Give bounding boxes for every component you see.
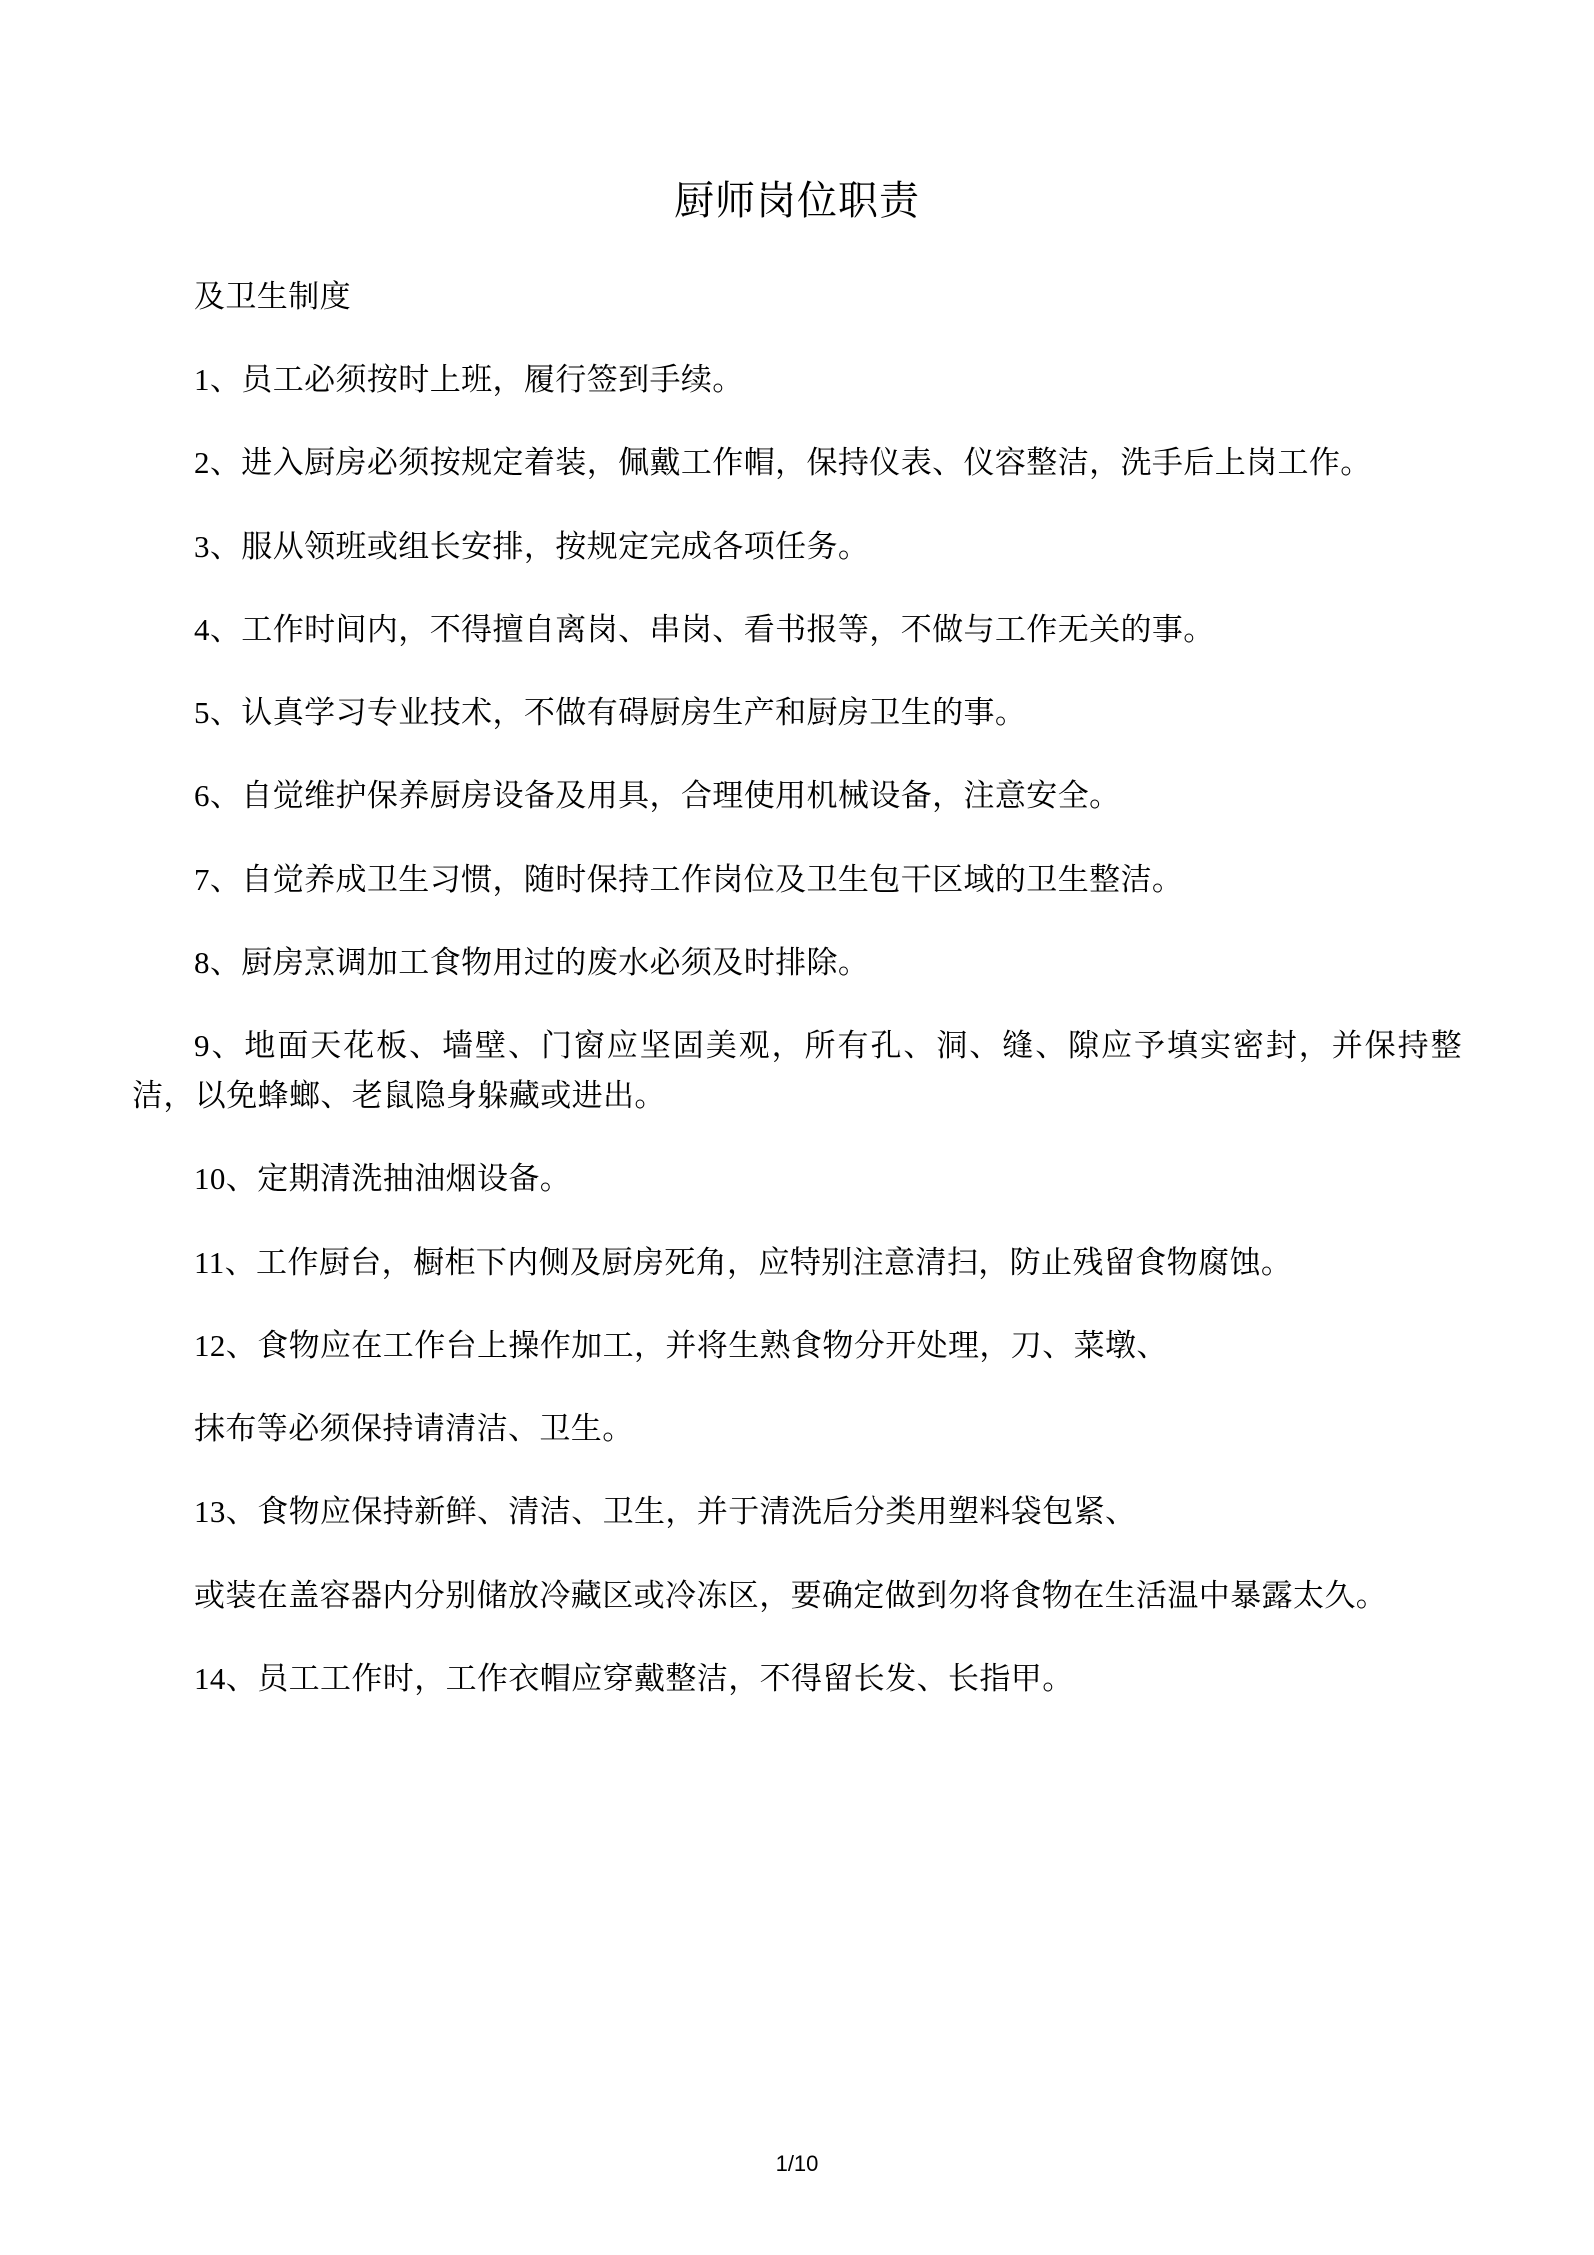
document-subtitle: 及卫生制度 <box>194 279 351 314</box>
paragraph-7: 7、自觉养成卫生习惯，随时保持工作岗位及卫生包干区域的卫生整洁。 <box>194 861 1184 897</box>
paragraph-4: 4、工作时间内，不得擅自离岗、串岗、看书报等，不做与工作无关的事。 <box>194 611 1215 647</box>
paragraph-8: 8、厨房烹调加工食物用过的废水必须及时排除。 <box>194 944 870 980</box>
paragraph-12: 12、食物应在工作台上操作加工，并将生熟食物分开处理，刀、菜墩、 <box>194 1327 1168 1363</box>
paragraph-3: 3、服从领班或组长安排，按规定完成各项任务。 <box>194 528 870 564</box>
paragraph-9: 9、地面天花板、墙壁、门窗应坚固美观，所有孔、洞、缝、隙应予填实密封，并保持整洁，以免蜂螂、老鼠隐身躲藏或进出。 <box>132 1027 1462 1114</box>
paragraph-13: 13、食物应保持新鲜、清洁、卫生，并于清洗后分类用塑料袋包紧、 <box>194 1494 1137 1530</box>
paragraph-6: 6、自觉维护保养厨房设备及用具，合理使用机械设备，注意安全。 <box>194 778 1121 814</box>
paragraph-2: 2、进入厨房必须按规定着装，佩戴工作帽，保持仪表、仪容整洁，洗手后上岗工作。 <box>194 445 1372 481</box>
paragraph-12-continued: 抹布等必须保持请清洁、卫生。 <box>194 1411 634 1447</box>
paragraph-13-continued: 或装在盖容器内分别储放冷藏区或冷冻区，要确定做到勿将食物在生活温中暴露太久。 <box>194 1577 1388 1613</box>
paragraph-5: 5、认真学习专业技术，不做有碍厨房生产和厨房卫生的事。 <box>194 695 1027 731</box>
page-title: 厨师岗位职责 <box>674 178 920 223</box>
paragraph-11: 11、工作厨台，橱柜下内侧及厨房死角，应特别注意清扫，防止残留食物腐蚀。 <box>194 1244 1293 1280</box>
page-number: 1/10 <box>775 2151 819 2176</box>
paragraph-14: 14、员工工作时，工作衣帽应穿戴整洁，不得留长发、长指甲。 <box>194 1660 1074 1696</box>
paragraph-1: 1、员工必须按时上班，履行签到手续。 <box>194 362 744 398</box>
paragraph-10: 10、定期清洗抽油烟设备。 <box>194 1161 572 1197</box>
